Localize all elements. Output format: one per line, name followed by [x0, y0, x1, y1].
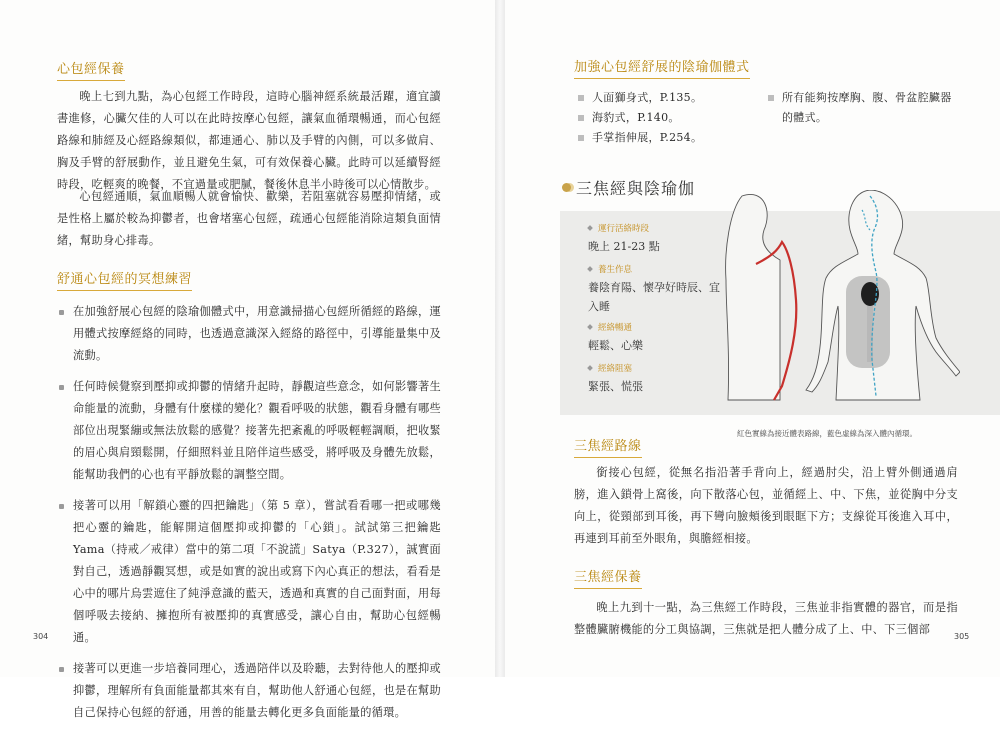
book-gutter — [495, 0, 505, 677]
page-number: 305 — [954, 632, 970, 641]
list-item: 接著可以用「解鎖心靈的四把鑰匙」（第 5 章），嘗試看看哪一把或哪幾把心靈的鑰匙，能解開這個壓抑或抑鬱的「心鎖」。試試第三把鑰匙 Yama（持戒／戒律）當中的第二項「不說謊」Satya（P.327），誠實面對自己，透過靜觀冥想，或是如實的說出或寫下內心真正的想法，看看是心中的哪片烏雲遮住了純淨意識的藍天，透過和真實的自己面對面，用每個呼吸去接納、擁抱所有被壓抑的真實感受，讓心自由，幫助心包經暢通。 — [57, 495, 441, 649]
info-label: 經絡阻塞 — [588, 362, 643, 374]
info-value: 輕鬆、心樂 — [588, 339, 643, 352]
paragraph-pericardium-flow: 心包經通順，氣血順暢人就會愉快、歡樂，若阻塞就容易壓抑情緒，或是性格上屬於較為抑鬱者，也會堵塞心包經，疏通心包經能消除這類負面情緒，幫助身心排毒。 — [57, 190, 441, 247]
bullet-icon — [578, 135, 584, 141]
paragraph-route: 銜接心包經，從無名指沿著手背向上，經過肘尖，沿上臂外側通過肩膀，進入鎖骨上窩後，向下散落心包，並循經上、中、下焦，並從胸中分支向上，從頸部到耳後，再下彎向臉頰後到眼眶下方；支線從耳後進入耳中，再連到耳前至外眼角，與膽經相接。 — [574, 466, 958, 545]
bullet-icon — [59, 504, 64, 509]
meditation-list — [57, 301, 441, 733]
figure-caption: 紅色實線為接近體表路線，藍色虛線為深入體內循環。 — [737, 429, 917, 438]
info-value: 晚上 21-23 點 — [588, 240, 660, 253]
info-item-routine — [588, 263, 728, 316]
list-item: 海豹式，P.140。 — [578, 108, 758, 128]
info-value: 緊張、慌張 — [588, 380, 643, 393]
title-marker-icon — [562, 183, 571, 192]
section-heading-pericardium-care: 心包經保養 — [57, 58, 125, 81]
bullet-icon — [59, 385, 64, 390]
list-item: 人面獅身式，P.135。 — [578, 88, 758, 108]
list-item: 在加強舒展心包經的陰瑜伽體式中，用意識掃描心包經所循經的路線，運用體式按摩經絡的同時，也透過意識深入經絡的路徑中，引導能量集中及流動。 — [57, 301, 441, 367]
list-item: 手掌指伸展，P.254。 — [578, 128, 758, 148]
section-heading-route: 三焦經路線 — [574, 435, 642, 458]
paragraph-triple-burner-care: 晚上九到十一點，為三焦經工作時段，三焦並非指實體的器官，而是指整體臟腑機能的分工與協調，三焦就是把人體分成了上、中、下三個部 — [574, 601, 958, 636]
info-label: 養生作息 — [588, 263, 728, 275]
page-number: 304 — [33, 632, 49, 641]
bullet-icon — [578, 115, 584, 121]
list-item: 所有能夠按摩胸、腹、骨盆腔臟器的體式。 — [768, 88, 958, 128]
info-label: 運行活絡時段 — [588, 222, 660, 234]
right-page — [505, 0, 1000, 677]
poses-list-1 — [578, 88, 758, 148]
section-heading-poses: 加強心包經舒展的陰瑜伽體式 — [574, 56, 750, 79]
meridian-body-illustration — [720, 190, 960, 422]
info-value: 養陰育陽、懷孕好時辰、宜入睡 — [588, 281, 720, 313]
list-item: 任何時候覺察到壓抑或抑鬱的情緒升起時，靜觀這些意念，如何影響著生命能量的流動，身體有什麼樣的變化？觀看呼吸的狀態，觀看身體有哪些部位出現緊繃或無法放鬆的感覺？接著先把紊亂的呼吸輕輕調順，把收緊的眉心與肩頸鬆開，仔細照料並且陪伴這些感受，將呼吸及身體先放鬆，能幫助我們的心也有平靜放鬆的調整空間。 — [57, 376, 441, 486]
info-label: 經絡暢通 — [588, 321, 643, 333]
bullet-icon — [59, 667, 64, 672]
left-page — [0, 0, 495, 719]
bullet-icon — [59, 310, 64, 315]
paragraph-pericardium-care: 晚上七到九點，為心包經工作時段，這時心腦神經系統最活躍，適宜讀書進修，心臟欠佳的人可以在此時按摩心包經，讓氣血循環暢通，而心包經路線和肺經及心經路線類似，都連通心、肺以及手臂的內側，可以多做肩、胸及手臂的舒展動作，並且避免生氣，可有效保養心臟。此時可以延續腎經時段，吃輕爽的晚餐，不宜過量或肥膩，餐後休息半小時後可以心情散步。 — [57, 90, 441, 191]
body-outline — [726, 190, 960, 400]
section-heading-triple-burner-care: 三焦經保養 — [574, 566, 642, 589]
organ-region — [846, 276, 890, 368]
bullet-icon — [578, 95, 584, 101]
poses-list-2 — [768, 88, 958, 128]
section-heading-meditation: 舒通心包經的冥想練習 — [57, 268, 192, 291]
meridian-title: 三焦經與陰瑜伽 — [562, 176, 695, 199]
bullet-icon — [768, 95, 774, 101]
info-item-active-time — [588, 222, 660, 256]
info-item-flow — [588, 321, 643, 355]
info-item-blocked — [588, 362, 643, 396]
list-item: 接著可以更進一步培養同理心，透過陪伴以及聆聽，去對待他人的壓抑或抑鬱，理解所有負面能量都其來有自，幫助他人舒通心包經，也是在幫助自己保持心包經的舒通，用善的能量去轉化更多負面能量的循環。 — [57, 658, 441, 724]
